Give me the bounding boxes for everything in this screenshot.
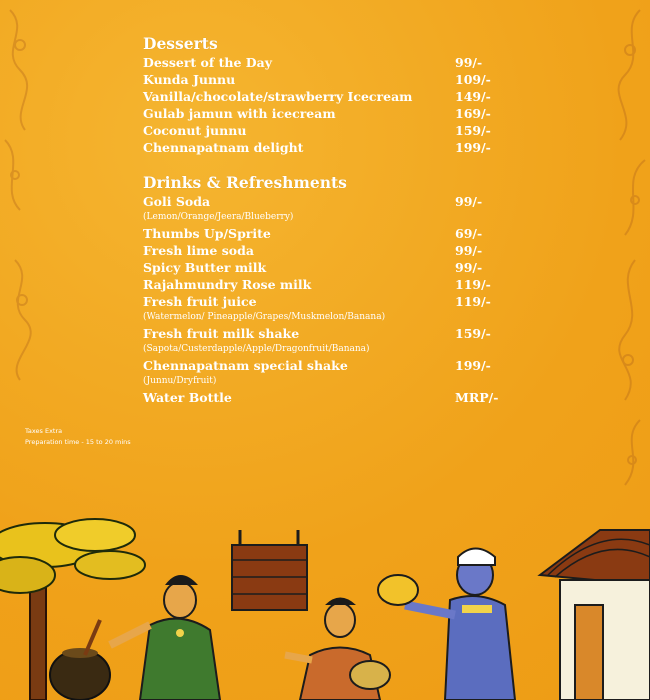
menu-content (143, 34, 563, 406)
item-price: MRP/- (455, 390, 499, 405)
item-name: Vanilla/chocolate/strawberry Icecream (143, 89, 413, 104)
prep-time-note: Preparation time - 15 to 20 mins (25, 438, 131, 446)
item-price: 169/- (455, 106, 491, 121)
section-spacer (143, 156, 563, 173)
item-name: Coconut junnu (143, 123, 247, 138)
menu-item (143, 225, 563, 242)
menu-item (143, 276, 563, 293)
item-price: 99/- (455, 243, 483, 258)
menu-item (143, 54, 563, 71)
item-name: Fresh lime soda (143, 243, 254, 258)
item-name: Fresh fruit milk shake (143, 326, 300, 341)
menu-item (143, 122, 563, 139)
item-price: 69/- (455, 226, 483, 241)
menu-item (143, 357, 563, 374)
menu-item (143, 242, 563, 259)
item-price: 109/- (455, 72, 491, 87)
item-name: Rajahmundry Rose milk (143, 277, 312, 292)
item-note: (Sapota/Custerdapple/Apple/Dragonfruit/Banana) (143, 344, 370, 354)
woman-figure-illustration (110, 575, 220, 700)
cooking-pot-illustration (50, 620, 110, 700)
menu-item (143, 325, 563, 342)
item-name: Chennapatnam special shake (143, 358, 348, 373)
item-note: (Lemon/Orange/Jeera/Blueberry) (143, 212, 294, 222)
menu-item (143, 293, 563, 310)
item-name: Thumbs Up/Sprite (143, 226, 271, 241)
woman-with-pot-illustration (285, 598, 390, 700)
menu-item (143, 88, 563, 105)
section-title: Desserts (143, 34, 218, 53)
drinks-section (143, 173, 563, 406)
menu-item (143, 193, 563, 210)
desserts-section (143, 34, 563, 156)
item-price: 159/- (455, 123, 491, 138)
man-figure-illustration (378, 549, 515, 700)
item-price: 149/- (455, 89, 491, 104)
item-price: 159/- (455, 326, 491, 341)
section-title: Drinks & Refreshments (143, 173, 347, 192)
item-name: Spicy Butter milk (143, 260, 267, 275)
item-name: Fresh fruit juice (143, 294, 257, 309)
menu-item (143, 389, 563, 406)
item-name: Kunda Junnu (143, 72, 236, 87)
item-price: 99/- (455, 194, 483, 209)
water-well-illustration (232, 530, 307, 610)
item-name: Goli Soda (143, 194, 211, 209)
menu-item (143, 105, 563, 122)
floral-border-right-decoration (600, 0, 650, 500)
taxes-note: Taxes Extra (25, 427, 63, 435)
item-name: Water Bottle (143, 390, 232, 405)
item-price: 199/- (455, 140, 491, 155)
item-name: Gulab jamun with icecream (143, 106, 336, 121)
hut-illustration (540, 530, 650, 700)
item-price: 199/- (455, 358, 491, 373)
item-price: 99/- (455, 260, 483, 275)
folk-art-illustration (0, 505, 650, 700)
menu-item (143, 139, 563, 156)
item-name: Dessert of the Day (143, 55, 272, 70)
item-price: 99/- (455, 55, 483, 70)
menu-item (143, 71, 563, 88)
item-price: 119/- (455, 294, 491, 309)
item-price: 119/- (455, 277, 491, 292)
menu-item (143, 259, 563, 276)
item-note: (Junnu/Dryfruit) (143, 376, 217, 386)
item-name: Chennapatnam delight (143, 140, 304, 155)
footnotes (25, 426, 131, 448)
item-note: (Watermelon/ Pineapple/Grapes/Muskmelon/Banana) (143, 312, 386, 322)
floral-border-left-decoration (0, 0, 40, 420)
